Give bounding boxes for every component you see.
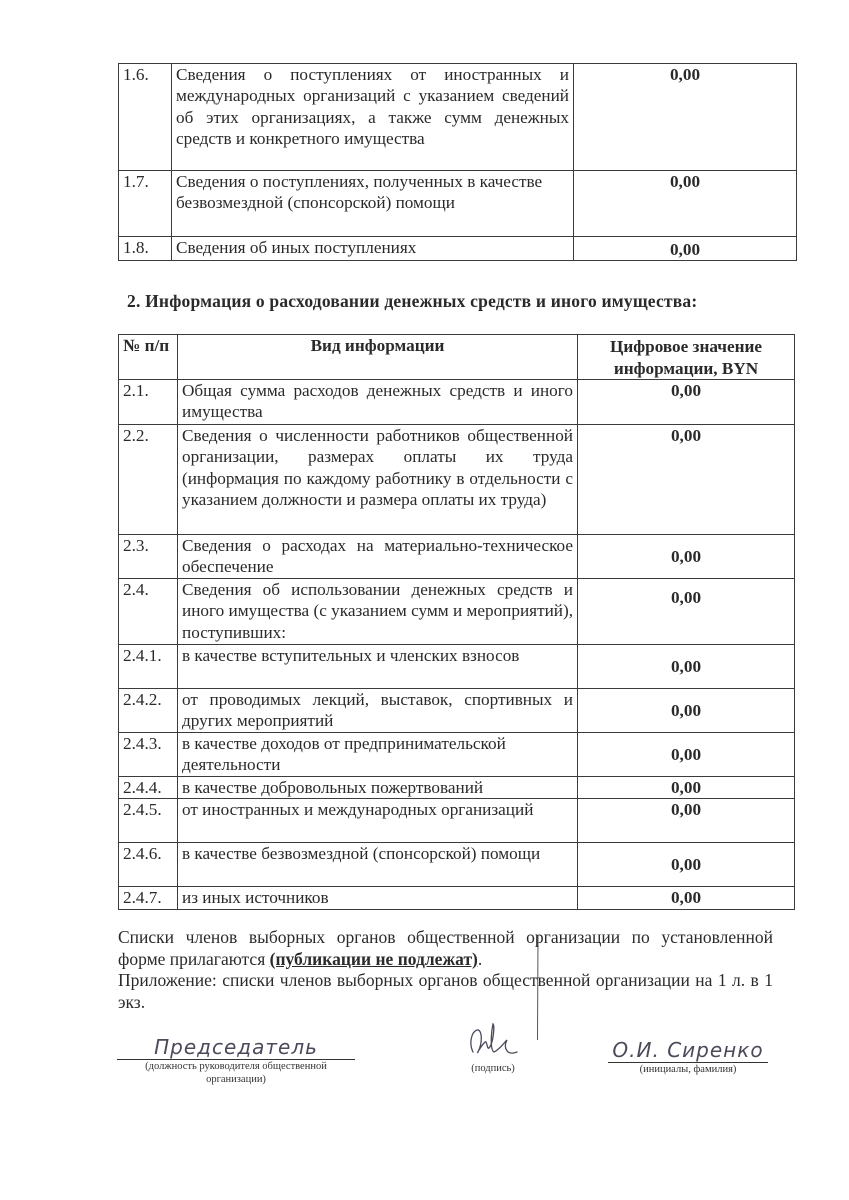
appendix-statement: Приложение: списки членов выборных органов общественной организации на 1 л. в 1 экз. — [118, 970, 773, 1012]
row-number: 1.8. — [119, 237, 172, 261]
row-number: 2.2. — [119, 425, 178, 535]
row-number: 2.4.7. — [119, 887, 178, 909]
handwritten-name: О.И. Сиренко — [612, 1038, 764, 1062]
row-number: 2.4. — [119, 579, 178, 645]
row-description: от проводимых лекций, выставок, спортивных и других мероприятий — [178, 689, 578, 733]
signatory-name-block — [608, 1038, 768, 1076]
row-value: 0,00 — [574, 171, 797, 237]
table-row — [119, 171, 797, 237]
lists-statement-end: . — [477, 948, 483, 969]
row-value: 0,00 — [578, 579, 795, 645]
row-value: 0,00 — [574, 64, 797, 171]
row-description: в качестве безвозмездной (спонсорской) помощи — [178, 843, 578, 887]
row-description: Сведения об использовании денежных средств и иного имущества (с указанием сумм и мероприятий), поступивших: — [178, 579, 578, 645]
section-2-title: Информация о расходовании денежных средств и иного имущества: — [145, 291, 698, 311]
row-number: 2.4.1. — [119, 645, 178, 689]
not-for-publication-note: (публикации не подлежат) — [269, 948, 478, 969]
row-number: 1.7. — [119, 171, 172, 237]
table-row — [119, 645, 795, 689]
row-description: в качестве доходов от предпринимательской деятельности — [178, 733, 578, 777]
table-row — [119, 733, 795, 777]
name-caption: (инициалы, фамилия) — [639, 1064, 737, 1075]
row-description: Общая сумма расходов денежных средств и иного имущества — [178, 380, 578, 425]
position-caption: (должность руководителя общественной организации) — [145, 1061, 327, 1085]
signature-caption: (подпись) — [471, 1063, 515, 1074]
attachment-notes — [118, 927, 773, 1013]
table-row — [119, 887, 795, 909]
row-value: 0,00 — [578, 645, 795, 689]
row-description: Сведения о численности работников общественной организации, размерах оплаты их труда (информация по каждому работнику в отдельности с указанием должности и размера оплаты их труда) — [178, 425, 578, 535]
pen-stroke-mark — [537, 935, 539, 1040]
table-row — [119, 380, 795, 425]
table-row — [119, 535, 795, 579]
row-value: 0,00 — [578, 535, 795, 579]
row-value: 0,00 — [578, 425, 795, 535]
table-row — [119, 579, 795, 645]
row-value: 0,00 — [578, 733, 795, 777]
row-value: 0,00 — [578, 799, 795, 843]
section-2-number: 2. — [127, 291, 141, 311]
row-value: 0,00 — [578, 843, 795, 887]
expenses-table — [118, 334, 795, 910]
row-description: Сведения о поступлениях от иностранных и международных организаций с указанием сведений об этих организациях, а также сумм денежных средств и конкретного имущества — [172, 64, 574, 171]
header-number: № п/п — [119, 335, 178, 380]
header-value: Цифровое значение информации, BYN — [578, 335, 795, 380]
signature-block — [458, 1022, 528, 1075]
row-value: 0,00 — [578, 777, 795, 799]
lists-statement-text: Списки членов выборных органов общественной организации по установленной форме прилагаются — [118, 927, 773, 969]
row-value: 0,00 — [574, 237, 797, 261]
receipts-table-continued — [118, 63, 797, 261]
row-number: 2.4.2. — [119, 689, 178, 733]
table-row — [119, 689, 795, 733]
row-description: от иностранных и международных организаций — [178, 799, 578, 843]
table-row — [119, 799, 795, 843]
row-description: из иных источников — [178, 887, 578, 909]
table-header-row — [119, 335, 795, 380]
lists-statement — [118, 927, 773, 970]
row-description: Сведения о поступлениях, полученных в качестве безвозмездной (спонсорской) помощи — [172, 171, 574, 237]
row-description: Сведения об иных поступлениях — [172, 237, 574, 261]
row-description: в качестве вступительных и членских взносов — [178, 645, 578, 689]
section-2-heading — [127, 292, 783, 311]
row-description: в качестве добровольных пожертвований — [178, 777, 578, 799]
table-row — [119, 843, 795, 887]
row-number: 2.4.4. — [119, 777, 178, 799]
row-description: Сведения о расходах на материально-техническое обеспечение — [178, 535, 578, 579]
signatory-position-block — [117, 1035, 355, 1086]
row-number: 2.4.3. — [119, 733, 178, 777]
signature-icon — [463, 1022, 523, 1062]
header-description: Вид информации — [178, 335, 578, 380]
row-number: 2.4.6. — [119, 843, 178, 887]
row-number: 2.4.5. — [119, 799, 178, 843]
table-row — [119, 425, 795, 535]
row-number: 2.1. — [119, 380, 178, 425]
table-row — [119, 64, 797, 171]
handwritten-position: Председатель — [154, 1035, 318, 1059]
row-number: 2.3. — [119, 535, 178, 579]
row-value: 0,00 — [578, 689, 795, 733]
table-row — [119, 777, 795, 799]
row-value: 0,00 — [578, 380, 795, 425]
table-row — [119, 237, 797, 261]
row-number: 1.6. — [119, 64, 172, 171]
row-value: 0,00 — [578, 887, 795, 909]
